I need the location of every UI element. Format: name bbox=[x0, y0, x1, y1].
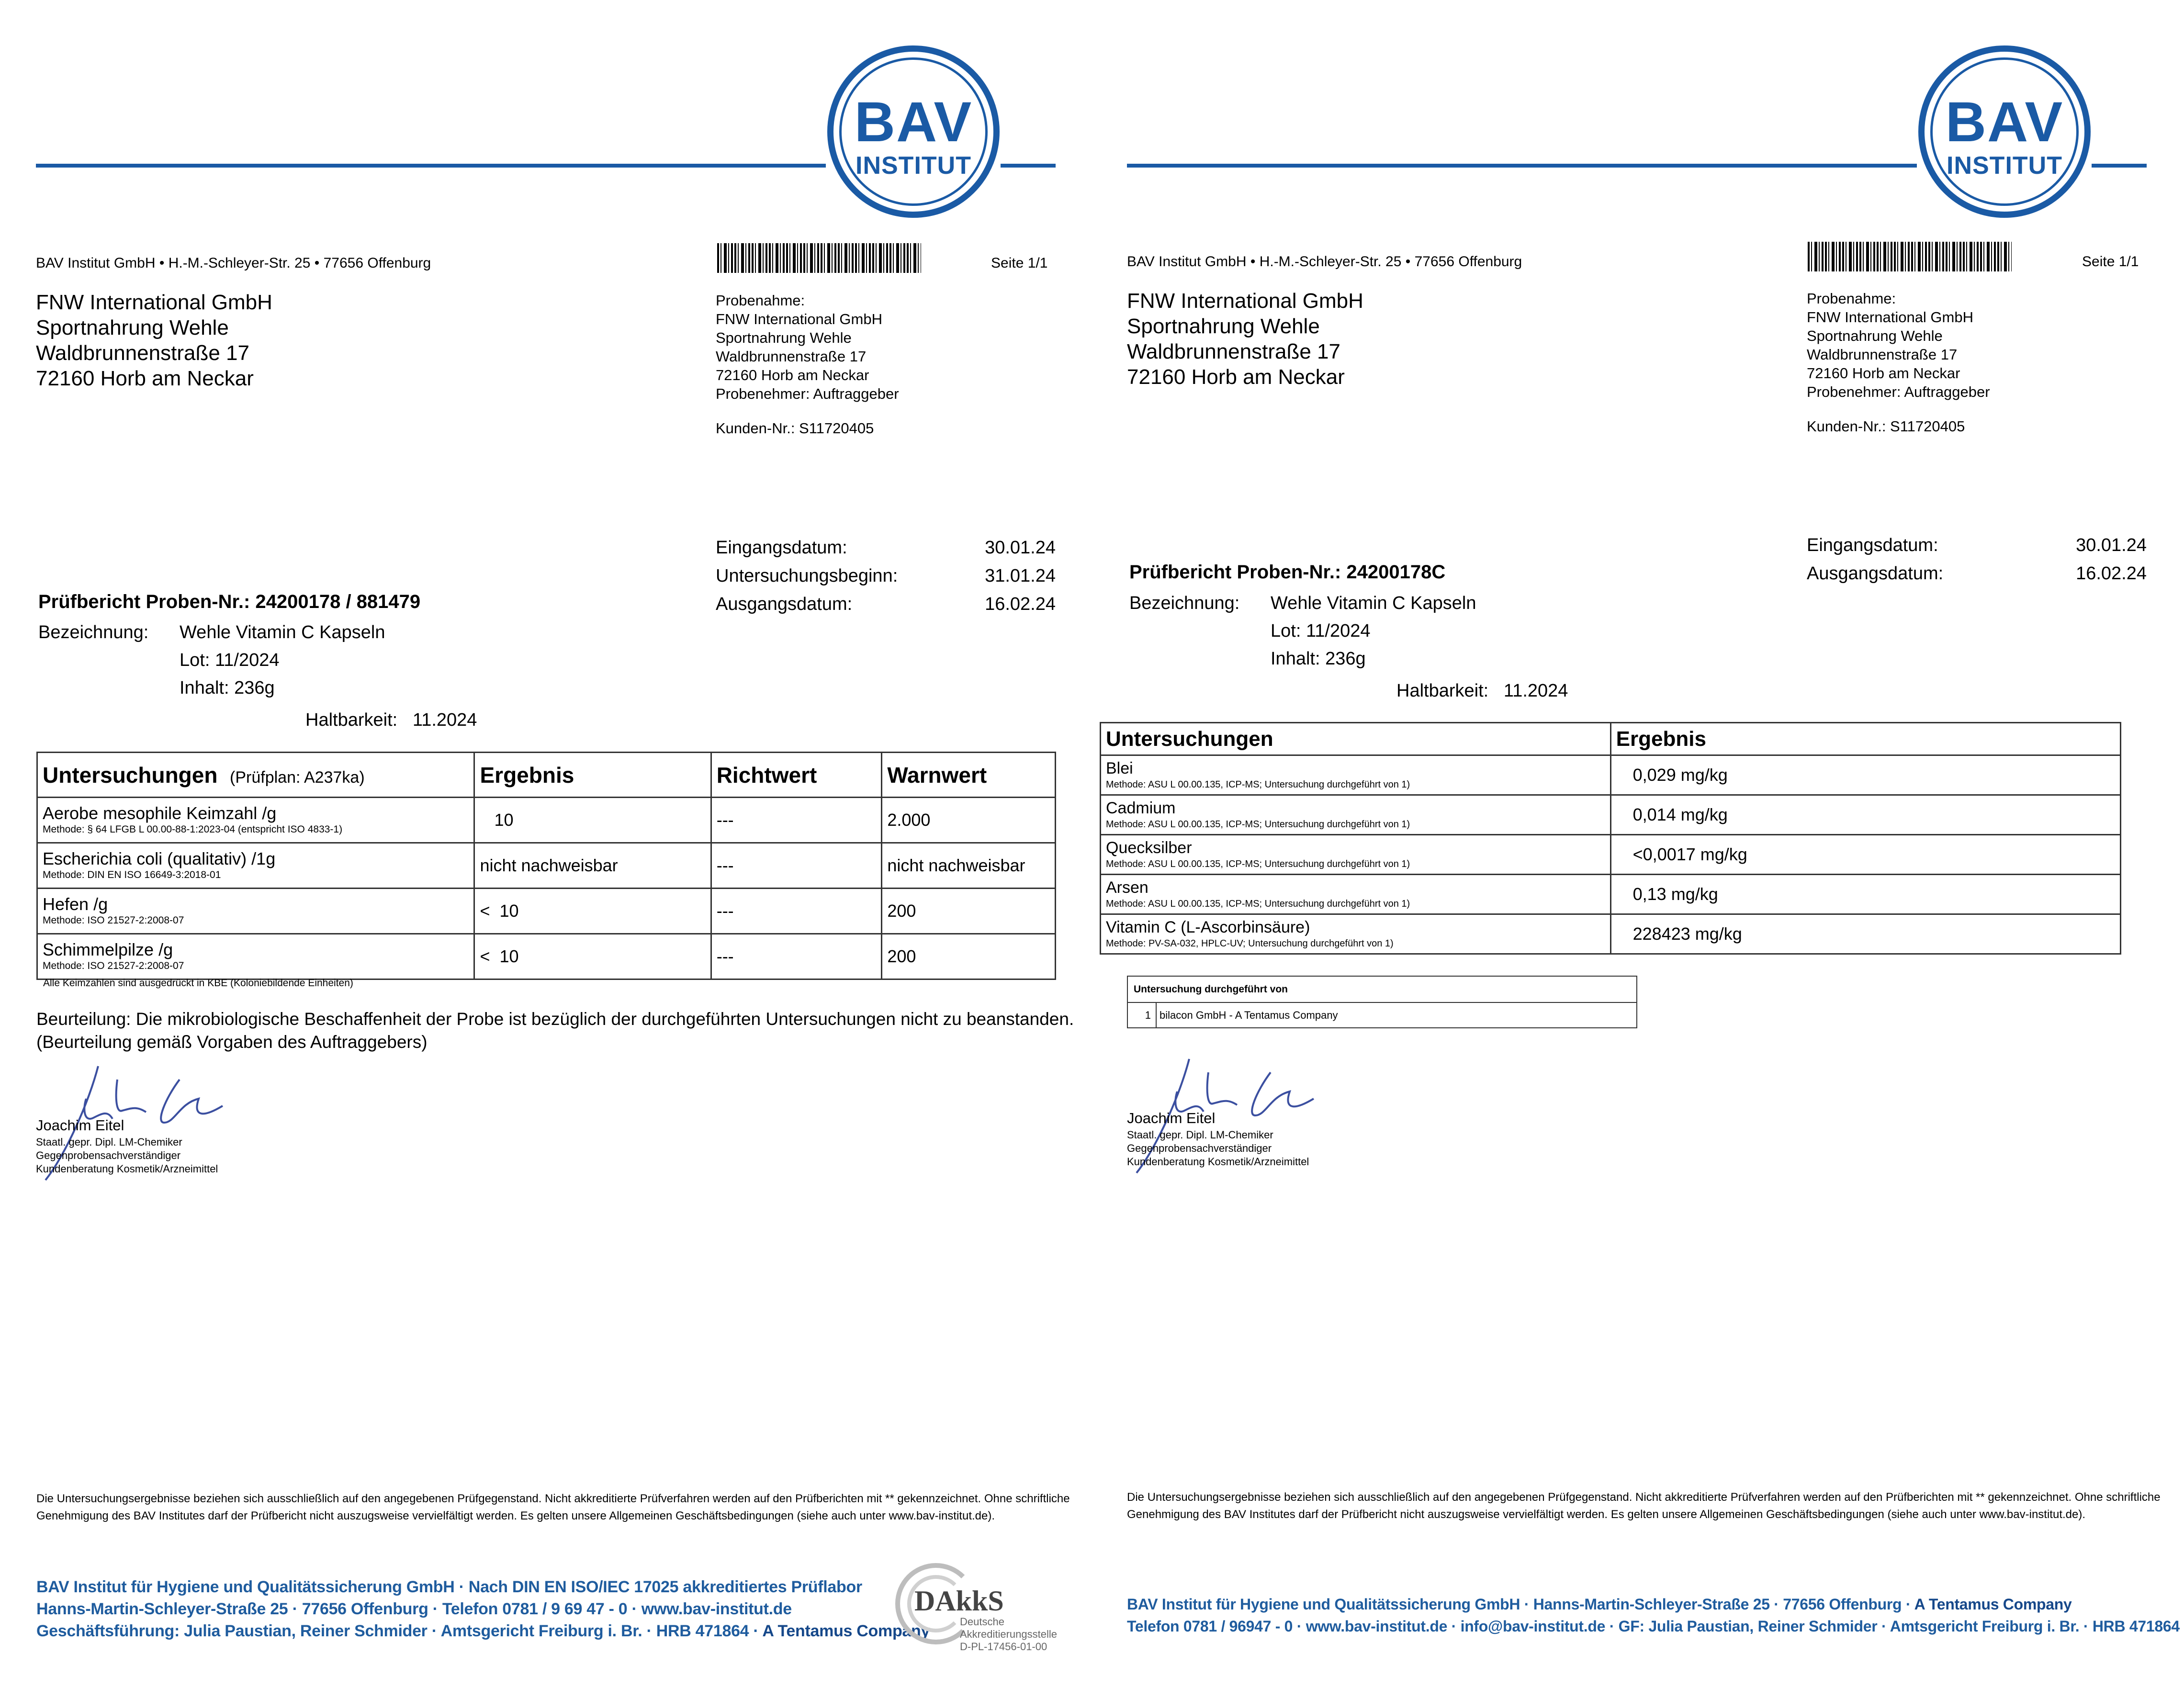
page-number: Seite 1/1 bbox=[991, 255, 1048, 271]
table-row: Schimmelpilze /g Methode: ISO 21527-2:2008-07 < 10 --- 200 bbox=[37, 934, 1056, 979]
table-row: Cadmium Methode: ASU L 00.00.135, ICP-MS; Untersuchung durchgeführt von 1) 0,014 mg/kg bbox=[1101, 795, 2121, 835]
logo-text: BAV bbox=[854, 90, 973, 154]
sampling-info: Probenahme: FNW International GmbH Sportnahrung Wehle Waldbrunnenstraße 17 72160 Horb am Neckar Probenehmer: Auftraggeber bbox=[716, 292, 899, 402]
page-number: Seite 1/1 bbox=[2082, 254, 2139, 270]
signatory-name: Joachim Eitel bbox=[36, 1117, 124, 1134]
legal-disclaimer: Die Untersuchungsergebnisse beziehen sich ausschließlich auf den angegebenen Prüfgegenstand. Nicht akkreditierte Prüfverfahren werden auf den Prüfberichten mit ** gekennzeichnet. Ohne schriftliche Genehmigung des BAV Institutes darf der Prüfbericht nicht auszugsweise vervielfältigt werden. Es gelten unsere Allgemeinen Geschäftsbedingungen (siehe auch unter www.bav-institut.de). bbox=[1127, 1491, 2161, 1521]
legal-disclaimer: Die Untersuchungsergebnisse beziehen sich ausschließlich auf den angegebenen Prüfgegenstand. Nicht akkreditierte Prüfverfahren werden auf den Prüfberichten mit ** gekennzeichnet. Ohne schriftliche Genehmigung des BAV Institutes darf der Prüfbericht nicht auszugsweise vervielfältigt werden. Es gelten unsere Allgemeinen Geschäftsbedingungen (siehe auch unter www.bav-institut.de). bbox=[36, 1492, 1070, 1522]
recipient-address: FNW International GmbH Sportnahrung Wehle Waldbrunnenstraße 17 72160 Horb am Neckar bbox=[1127, 289, 1363, 389]
lab-reference-table bbox=[1127, 976, 1637, 1028]
report-page-heavy-metals bbox=[1092, 0, 2184, 1688]
signatory-titles: Staatl. gepr. Dipl. LM-Chemiker Gegenprobensachverständiger Kundenberatung Kosmetik/Arzneimittel bbox=[36, 1136, 218, 1175]
assessment-text: Beurteilung: Die mikrobiologische Beschaffenheit der Probe ist bezüglich der durchgeführten Untersuchungen nicht zu beanstanden. (Beurteilung gemäß Vorgaben des Auftraggebers) bbox=[36, 1009, 1074, 1052]
sender-line: BAV Institut GmbH • H.-M.-Schleyer-Str. 25 • 77656 Offenburg bbox=[1127, 254, 1522, 270]
table-row: Vitamin C (L-Ascorbinsäure) Methode: PV-SA-032, HPLC-UV; Untersuchung durchgeführt von 1) 228423 mg/kg bbox=[1101, 914, 2121, 954]
signatory-titles: Staatl. gepr. Dipl. LM-Chemiker Gegenprobensachverständiger Kundenberatung Kosmetik/Arzneimittel bbox=[1127, 1129, 1309, 1168]
column-header-warnwert: Warnwert bbox=[882, 753, 1056, 798]
column-header-richtwert: Richtwert bbox=[711, 753, 882, 798]
column-header-ergebnis: Ergebnis bbox=[1610, 723, 2120, 755]
company-footer: BAV Institut für Hygiene und Qualitätssicherung GmbH · Nach DIN EN ISO/IEC 17025 akkreditiertes Prüflabor Hanns-Martin-Schleyer-Straße 25 · 77656 Offenburg · Telefon 0781 / 9 69 47 - 0 · www.bav-institut.de Geschäftsführung: Julia Paustian, Reiner Schmider · Amtsgericht Freiburg i. Br. · HRB 471864 · A Tentamus Company bbox=[36, 1578, 930, 1640]
table-row: 1 bilacon GmbH - A Tentamus Company bbox=[1127, 1002, 1637, 1028]
bav-logo bbox=[827, 45, 1000, 218]
sample-description: Bezeichnung: Wehle Vitamin C Kapseln Lot: 11/2024 Inhalt: 236g bbox=[38, 622, 385, 698]
column-header-untersuchungen: Untersuchungen (Prüfplan: A237ka) bbox=[37, 753, 474, 798]
header-rule bbox=[36, 164, 826, 168]
dakks-accreditation-logo: DAkkS Deutsche Akkreditierungsstelle D-PL-17456-01-00 bbox=[895, 1558, 1068, 1664]
logo-text: BAV bbox=[1945, 90, 2064, 154]
column-header-ergebnis: Ergebnis bbox=[474, 753, 711, 798]
report-title: Prüfbericht Proben-Nr.: 24200178 / 881479 bbox=[38, 591, 421, 612]
date-block: Eingangsdatum: 30.01.24 Ausgangsdatum: 16.02.24 bbox=[1807, 535, 2147, 584]
recipient-address: FNW International GmbH Sportnahrung Wehle Waldbrunnenstraße 17 72160 Horb am Neckar bbox=[36, 291, 272, 390]
header-rule bbox=[1001, 164, 1056, 168]
sender-line: BAV Institut GmbH • H.-M.-Schleyer-Str. 25 • 77656 Offenburg bbox=[36, 255, 431, 271]
table-row: Quecksilber Methode: ASU L 00.00.135, ICP-MS; Untersuchung durchgeführt von 1) <0,0017 mg/kg bbox=[1101, 835, 2121, 875]
customer-number: Kunden-Nr.: S11720405 bbox=[716, 420, 874, 437]
customer-number: Kunden-Nr.: S11720405 bbox=[1807, 418, 1965, 435]
table-row: Aerobe mesophile Keimzahl /g Methode: § 64 LFGB L 00.00-88-1:2023-04 (entspricht ISO 4833-1) 10 --- 2.000 bbox=[37, 798, 1056, 843]
date-block: Eingangsdatum: 30.01.24 Untersuchungsbeginn: 31.01.24 Ausgangsdatum: 16.02.24 bbox=[716, 538, 1056, 614]
table-row: Arsen Methode: ASU L 00.00.135, ICP-MS; Untersuchung durchgeführt von 1) 0,13 mg/kg bbox=[1101, 875, 2121, 914]
barcode bbox=[1808, 242, 2012, 271]
report-title: Prüfbericht Proben-Nr.: 24200178C bbox=[1129, 562, 1446, 583]
shelf-life: Haltbarkeit: 11.2024 bbox=[305, 710, 477, 730]
shelf-life: Haltbarkeit: 11.2024 bbox=[1396, 681, 1568, 701]
lab-table-header: Untersuchung durchgeführt von bbox=[1127, 976, 1637, 1002]
results-table bbox=[1100, 722, 2121, 955]
table-footnote: Alle Keimzahlen sind ausgedrückt in KBE (Koloniebildende Einheiten) bbox=[43, 978, 353, 989]
results-table bbox=[36, 752, 1056, 980]
table-row: Hefen /g Methode: ISO 21527-2:2008-07 < 10 --- 200 bbox=[37, 889, 1056, 934]
logo-subtext: INSTITUT bbox=[856, 152, 971, 180]
sample-description: Bezeichnung: Wehle Vitamin C Kapseln Lot: 11/2024 Inhalt: 236g bbox=[1129, 593, 1476, 669]
table-row: Escherichia coli (qualitativ) /1g Methode: DIN EN ISO 16649-3:2018-01 nicht nachweisbar --- nicht nachweisbar bbox=[37, 843, 1056, 889]
sampling-info: Probenahme: FNW International GmbH Sportnahrung Wehle Waldbrunnenstraße 17 72160 Horb am Neckar Probenehmer: Auftraggeber bbox=[1807, 290, 1990, 400]
signatory-name: Joachim Eitel bbox=[1127, 1110, 1216, 1126]
header-rule bbox=[1127, 164, 1917, 168]
header-rule bbox=[2092, 164, 2147, 168]
logo-subtext: INSTITUT bbox=[1947, 152, 2062, 180]
bav-logo bbox=[1918, 45, 2091, 218]
company-footer: BAV Institut für Hygiene und Qualitätssicherung GmbH · Hanns-Martin-Schleyer-Straße 25 · 77656 Offenburg · A Tentamus Company Telefon 0781 / 96947 - 0 · www.bav-institut.de · info@bav-institut.de · GF: Julia Paustian, Reiner Schmider · Amtsgericht Freiburg i. Br. · HRB 471864 bbox=[1127, 1596, 2180, 1635]
table-row: Blei Methode: ASU L 00.00.135, ICP-MS; Untersuchung durchgeführt von 1) 0,029 mg/kg bbox=[1101, 755, 2121, 795]
barcode bbox=[717, 243, 921, 273]
column-header-untersuchungen: Untersuchungen bbox=[1101, 723, 1611, 755]
